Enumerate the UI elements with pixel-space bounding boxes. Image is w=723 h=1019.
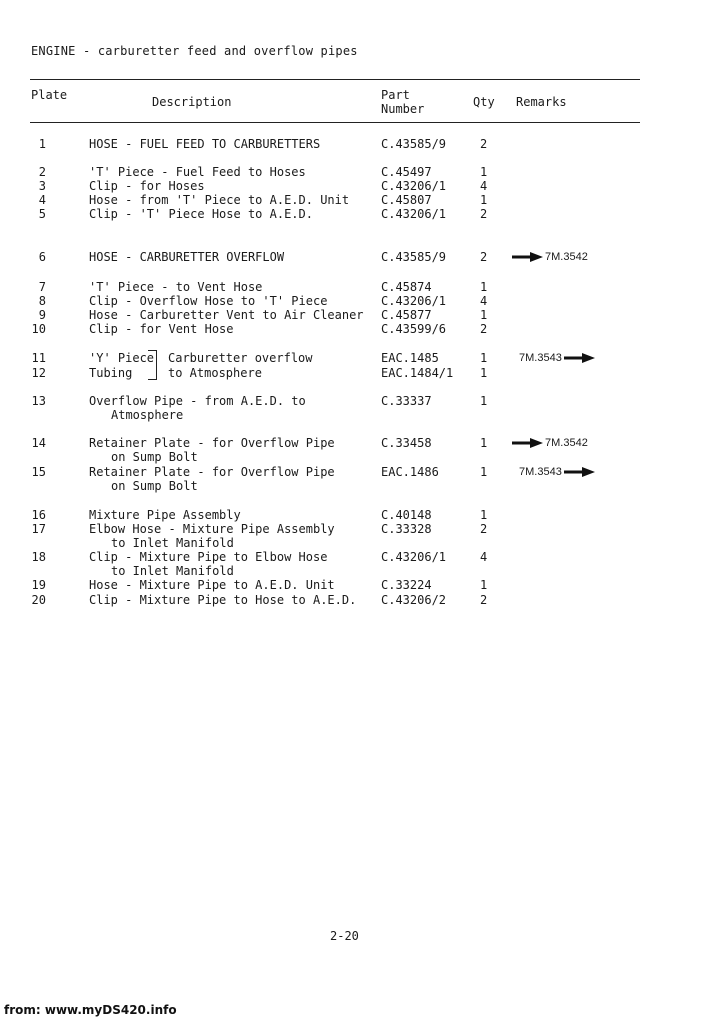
remark xyxy=(512,436,588,450)
plate-number: 15 xyxy=(31,465,46,479)
remark-text: 7M.3543 xyxy=(519,466,562,478)
plate-number: 20 xyxy=(31,593,46,607)
plate-number: 5 xyxy=(38,207,46,221)
plate-number: 14 xyxy=(31,436,46,450)
part-description xyxy=(89,366,132,380)
description-text: Mixture Pipe Assembly xyxy=(89,508,241,522)
quantity: 4 xyxy=(480,294,488,308)
arrow-right-icon xyxy=(564,353,595,363)
quantity: 1 xyxy=(480,165,488,179)
part-description xyxy=(89,578,335,592)
description-text: Clip - 'T' Piece Hose to A.E.D. xyxy=(89,207,313,221)
part-number: C.43206/1 xyxy=(381,207,447,221)
part-description xyxy=(89,436,335,464)
bracket-icon xyxy=(148,350,157,380)
part-number: C.43206/2 xyxy=(381,593,447,607)
description-text: Retainer Plate - for Overflow Pipe xyxy=(89,465,335,479)
description-text: Clip - for Hoses xyxy=(89,179,205,193)
header-part-line2: Number xyxy=(381,102,425,116)
header-part-number xyxy=(381,88,424,116)
part-description xyxy=(89,351,154,365)
part-number: C.43206/1 xyxy=(381,294,447,308)
description-continuation: to Inlet Manifold xyxy=(111,536,234,550)
plate-number: 10 xyxy=(31,322,46,336)
description-text: Clip - for Vent Hose xyxy=(89,322,234,336)
remark xyxy=(519,351,595,365)
part-description xyxy=(89,179,205,193)
quantity: 1 xyxy=(480,193,488,207)
part-description xyxy=(89,250,284,264)
part-description xyxy=(89,294,327,308)
plate-number: 4 xyxy=(38,193,46,207)
arrow-right-icon xyxy=(564,467,595,477)
header-description: Description xyxy=(152,95,232,109)
part-description xyxy=(89,593,356,607)
part-description xyxy=(89,508,241,522)
quantity: 4 xyxy=(480,550,488,564)
description-text: Hose - Mixture Pipe to A.E.D. Unit xyxy=(89,578,335,592)
part-description xyxy=(89,465,335,493)
plate-number: 16 xyxy=(31,508,46,522)
brace-label-line1: Carburetter overflow xyxy=(168,351,313,365)
header-part-line1: Part xyxy=(381,88,410,102)
page-number: 2-20 xyxy=(330,929,359,943)
part-number: C.33328 xyxy=(381,522,432,536)
description-text: Retainer Plate - for Overflow Pipe xyxy=(89,436,335,450)
quantity: 1 xyxy=(480,508,488,522)
plate-number: 19 xyxy=(31,578,46,592)
remark xyxy=(512,250,588,264)
part-number: EAC.1485 xyxy=(381,351,439,365)
part-description xyxy=(89,165,306,179)
description-text: HOSE - FUEL FEED TO CARBURETTERS xyxy=(89,137,321,151)
plate-number: 7 xyxy=(38,280,46,294)
description-text: 'Y' Piece xyxy=(89,351,155,365)
part-description xyxy=(89,137,320,151)
part-number: C.45807 xyxy=(381,193,432,207)
description-continuation: Atmosphere xyxy=(111,408,184,422)
description-text: Hose - Carburetter Vent to Air Cleaner xyxy=(89,308,364,322)
plate-number: 13 xyxy=(31,394,46,408)
arrow-right-icon xyxy=(512,438,543,448)
quantity: 1 xyxy=(480,308,488,322)
quantity: 1 xyxy=(480,351,488,365)
part-description xyxy=(89,207,313,221)
description-text: Hose - from 'T' Piece to A.E.D. Unit xyxy=(89,193,350,207)
plate-number: 1 xyxy=(38,137,46,151)
quantity: 2 xyxy=(480,250,488,264)
plate-number: 18 xyxy=(31,550,46,564)
part-number: C.45497 xyxy=(381,165,432,179)
part-number: C.40148 xyxy=(381,508,432,522)
quantity: 4 xyxy=(480,179,488,193)
part-description xyxy=(89,550,327,578)
part-number: C.43585/9 xyxy=(381,137,447,151)
part-description xyxy=(89,322,234,336)
description-text: HOSE - CARBURETTER OVERFLOW xyxy=(89,250,285,264)
part-number: C.43206/1 xyxy=(381,179,447,193)
quantity: 1 xyxy=(480,436,488,450)
plate-number: 3 xyxy=(38,179,46,193)
description-continuation: to Inlet Manifold xyxy=(111,564,234,578)
quantity: 1 xyxy=(480,578,488,592)
description-text: Tubing xyxy=(89,366,133,380)
part-number: EAC.1484/1 xyxy=(381,366,454,380)
description-text: Elbow Hose - Mixture Pipe Assembly xyxy=(89,522,335,536)
remark xyxy=(519,465,595,479)
header-rule-bottom xyxy=(30,122,640,123)
plate-number: 8 xyxy=(38,294,46,308)
description-continuation: on Sump Bolt xyxy=(111,479,198,493)
plate-number: 2 xyxy=(38,165,46,179)
header-rule-top xyxy=(30,79,640,80)
part-number: C.43585/9 xyxy=(381,250,447,264)
plate-number: 12 xyxy=(31,366,46,380)
quantity: 1 xyxy=(480,394,488,408)
part-number: C.33458 xyxy=(381,436,432,450)
quantity: 1 xyxy=(480,465,488,479)
part-number: C.33224 xyxy=(381,578,432,592)
part-description xyxy=(89,280,262,294)
part-number: C.45877 xyxy=(381,308,432,322)
quantity: 1 xyxy=(480,280,488,294)
header-remarks: Remarks xyxy=(516,95,567,109)
header-plate: Plate xyxy=(31,88,68,102)
remark-text: 7M.3542 xyxy=(545,437,588,449)
plate-number: 6 xyxy=(38,250,46,264)
quantity: 2 xyxy=(480,137,488,151)
part-number: C.43599/6 xyxy=(381,322,447,336)
quantity: 1 xyxy=(480,366,488,380)
remark-text: 7M.3543 xyxy=(519,352,562,364)
quantity: 2 xyxy=(480,207,488,221)
part-description xyxy=(89,394,306,422)
plate-number: 9 xyxy=(38,308,46,322)
part-number: C.45874 xyxy=(381,280,432,294)
part-description xyxy=(89,193,349,207)
brace-label-line2: to Atmosphere xyxy=(168,366,262,380)
quantity: 2 xyxy=(480,522,488,536)
arrow-right-icon xyxy=(512,252,543,262)
page-title: ENGINE - carburetter feed and overflow pipes xyxy=(31,44,358,58)
source-footer: from: www.myDS420.info xyxy=(4,1003,177,1017)
part-number: EAC.1486 xyxy=(381,465,439,479)
description-text: Overflow Pipe - from A.E.D. to xyxy=(89,394,306,408)
plate-number: 17 xyxy=(31,522,46,536)
part-description xyxy=(89,522,335,550)
plate-number: 11 xyxy=(31,351,46,365)
quantity: 2 xyxy=(480,593,488,607)
remark-text: 7M.3542 xyxy=(545,251,588,263)
part-number: C.43206/1 xyxy=(381,550,447,564)
description-text: 'T' Piece - to Vent Hose xyxy=(89,280,263,294)
description-continuation: on Sump Bolt xyxy=(111,450,198,464)
header-qty: Qty xyxy=(473,95,495,109)
part-description xyxy=(89,308,364,322)
description-text: Clip - Overflow Hose to 'T' Piece xyxy=(89,294,328,308)
description-text: Clip - Mixture Pipe to Elbow Hose xyxy=(89,550,328,564)
quantity: 2 xyxy=(480,322,488,336)
description-text: Clip - Mixture Pipe to Hose to A.E.D. xyxy=(89,593,357,607)
part-number: C.33337 xyxy=(381,394,432,408)
description-text: 'T' Piece - Fuel Feed to Hoses xyxy=(89,165,306,179)
